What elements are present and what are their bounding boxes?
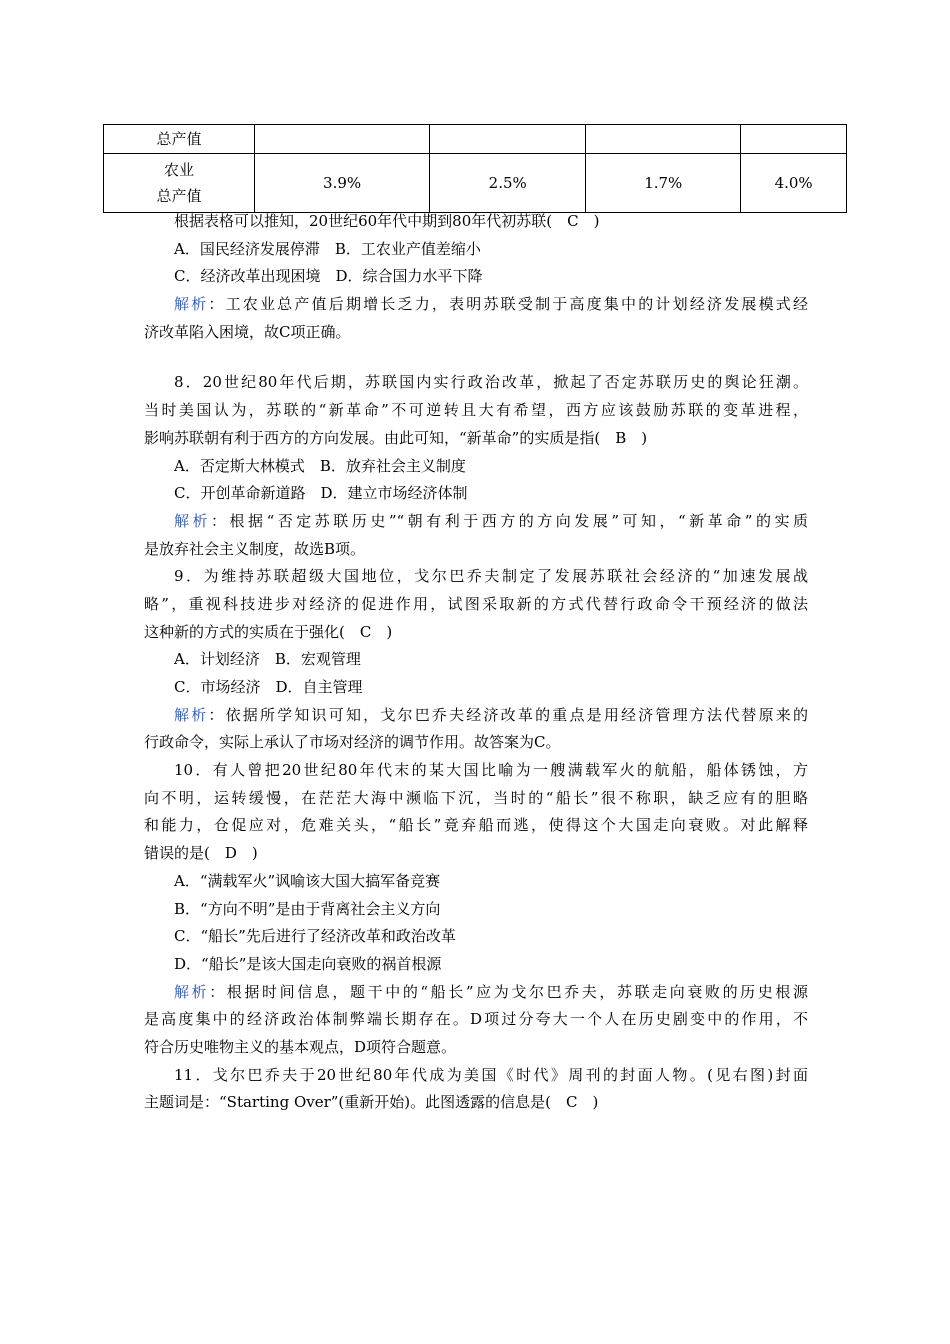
analysis-line <box>144 702 808 730</box>
analysis-line <box>144 291 808 319</box>
table-cell <box>741 125 847 154</box>
analysis-text: ：工农业总产值后期增长乏力，表明苏联受制于高度集中的计划经济发展模式经 <box>208 295 808 314</box>
question-stem: 错误的是( D ) <box>144 844 258 863</box>
table-row-label-line1: 农业 <box>164 161 195 179</box>
analysis-text: ：依据所学知识可知，戈尔巴乔夫经济改革的重点是用经济管理方法代替原来的 <box>208 705 808 724</box>
table-row-label-line2: 总产值 <box>156 187 202 205</box>
option-line: C．市场经济 D．自主管理 <box>174 678 363 696</box>
option-line: A．国民经济发展停滞 B．工农业产值差缩小 <box>174 239 481 258</box>
analysis-line: 是放弃社会主义制度，故选B项。 <box>144 539 366 558</box>
table-cell: 3.9% <box>255 154 430 213</box>
table-cell: 4.0% <box>741 154 847 213</box>
question-body <box>144 208 808 1117</box>
analysis-line: 是高度集中的经济政治体制弊端长期存在。D项过分夸大一个人在历史剧变中的作用，不 <box>144 1010 808 1029</box>
analysis-text: ：根据“否定苏联历史”“朝有利于西方的方向发展”可知，“新革命”的实质 <box>211 511 808 530</box>
question-stem: 8．20世纪80年代后期，苏联国内实行政治改革，掀起了否定苏联历史的舆论狂潮。 <box>174 373 808 392</box>
analysis-line: 符合历史唯物主义的基本观点，D项符合题意。 <box>144 1037 457 1056</box>
option-line: A．否定斯大林模式 B．放弃社会主义制度 <box>174 456 466 475</box>
table-cell: 1.7% <box>586 154 741 213</box>
analysis-line <box>144 979 808 1007</box>
analysis-line: 行政命令，实际上承认了市场对经济的调节作用。故答案为C。 <box>144 733 561 752</box>
question-stem: 和能力，仓促应对，危难关头，“船长”竟弃船而逃，使得这个大国走向衰败。对此解释 <box>144 816 808 835</box>
analysis-text: ：根据时间信息，题干中的“船长”应为戈尔巴乔夫，苏联走向衰败的历史根源 <box>209 982 808 1001</box>
option-line: A．计划经济 B．宏观管理 <box>174 650 361 669</box>
table-cell: 2.5% <box>430 154 586 213</box>
question-10 <box>144 757 808 1062</box>
analysis-label: 解析 <box>174 511 212 530</box>
question-8 <box>144 369 808 563</box>
question-7 <box>144 208 808 346</box>
question-9 <box>144 563 808 757</box>
analysis-line <box>144 508 808 536</box>
table-cell <box>430 125 586 154</box>
table-row <box>104 125 847 154</box>
analysis-label: 解析 <box>174 982 210 1001</box>
question-stem: 这种新的方式的实质在于强化( C ) <box>144 622 393 641</box>
table-cell <box>586 125 741 154</box>
question-stem: 略”，重视科技进步对经济的促进作用，试图采取新的方式代替行政命令干预经济的做法 <box>144 594 808 613</box>
table-row <box>104 154 847 213</box>
question-stem: 向不明，运转缓慢，在茫茫大海中濒临下沉，当时的“船长”很不称职，缺乏应有的胆略 <box>144 788 808 807</box>
analysis-line: 济改革陷入困境，故C项正确。 <box>144 322 351 341</box>
question-stem: 根据表格可以推知，20世纪60年代中期到80年代初苏联( C ) <box>174 212 600 230</box>
question-stem: 主题词是：“Starting Over”(重新开始)。此图透露的信息是( C ) <box>144 1093 599 1112</box>
analysis-label: 解析 <box>174 295 209 314</box>
question-11 <box>144 1062 808 1117</box>
option-line: C．“船长”先后进行了经济改革和政治改革 <box>174 927 456 946</box>
question-stem: 影响苏联朝有利于西方的方向发展。由此可知，“新革命”的实质是指( B ) <box>144 428 648 447</box>
question-stem: 当时美国认为，苏联的“新革命”不可逆转且大有希望，西方应该鼓励苏联的变革进程， <box>144 401 808 420</box>
option-line: C．开创革命新道路 D．建立市场经济体制 <box>174 484 468 503</box>
option-line: B．“方向不明”是由于背离社会主义方向 <box>174 899 441 918</box>
question-stem: 9．为维持苏联超级大国地位，戈尔巴乔夫制定了发展苏联社会经济的“加速发展战 <box>174 567 808 586</box>
option-line: D．“船长”是该大国走向衰败的祸首根源 <box>174 954 442 973</box>
table-cell <box>255 125 430 154</box>
table-cell: 总产值 <box>104 125 255 154</box>
question-stem: 10．有人曾把20世纪80年代末的某大国比喻为一艘满载军火的航船，船体锈蚀，方 <box>174 761 808 780</box>
option-line: A．“满载军火”讽喻该大国大搞军备竞赛 <box>174 871 441 890</box>
table-row-label <box>104 154 255 213</box>
option-line: C．经济改革出现困境 D．综合国力水平下降 <box>174 267 483 286</box>
data-table <box>103 124 847 213</box>
question-stem: 11．戈尔巴乔夫于20世纪80年代成为美国《时代》周刊的封面人物。(见右图)封面 <box>174 1065 808 1084</box>
analysis-label: 解析 <box>174 705 209 724</box>
